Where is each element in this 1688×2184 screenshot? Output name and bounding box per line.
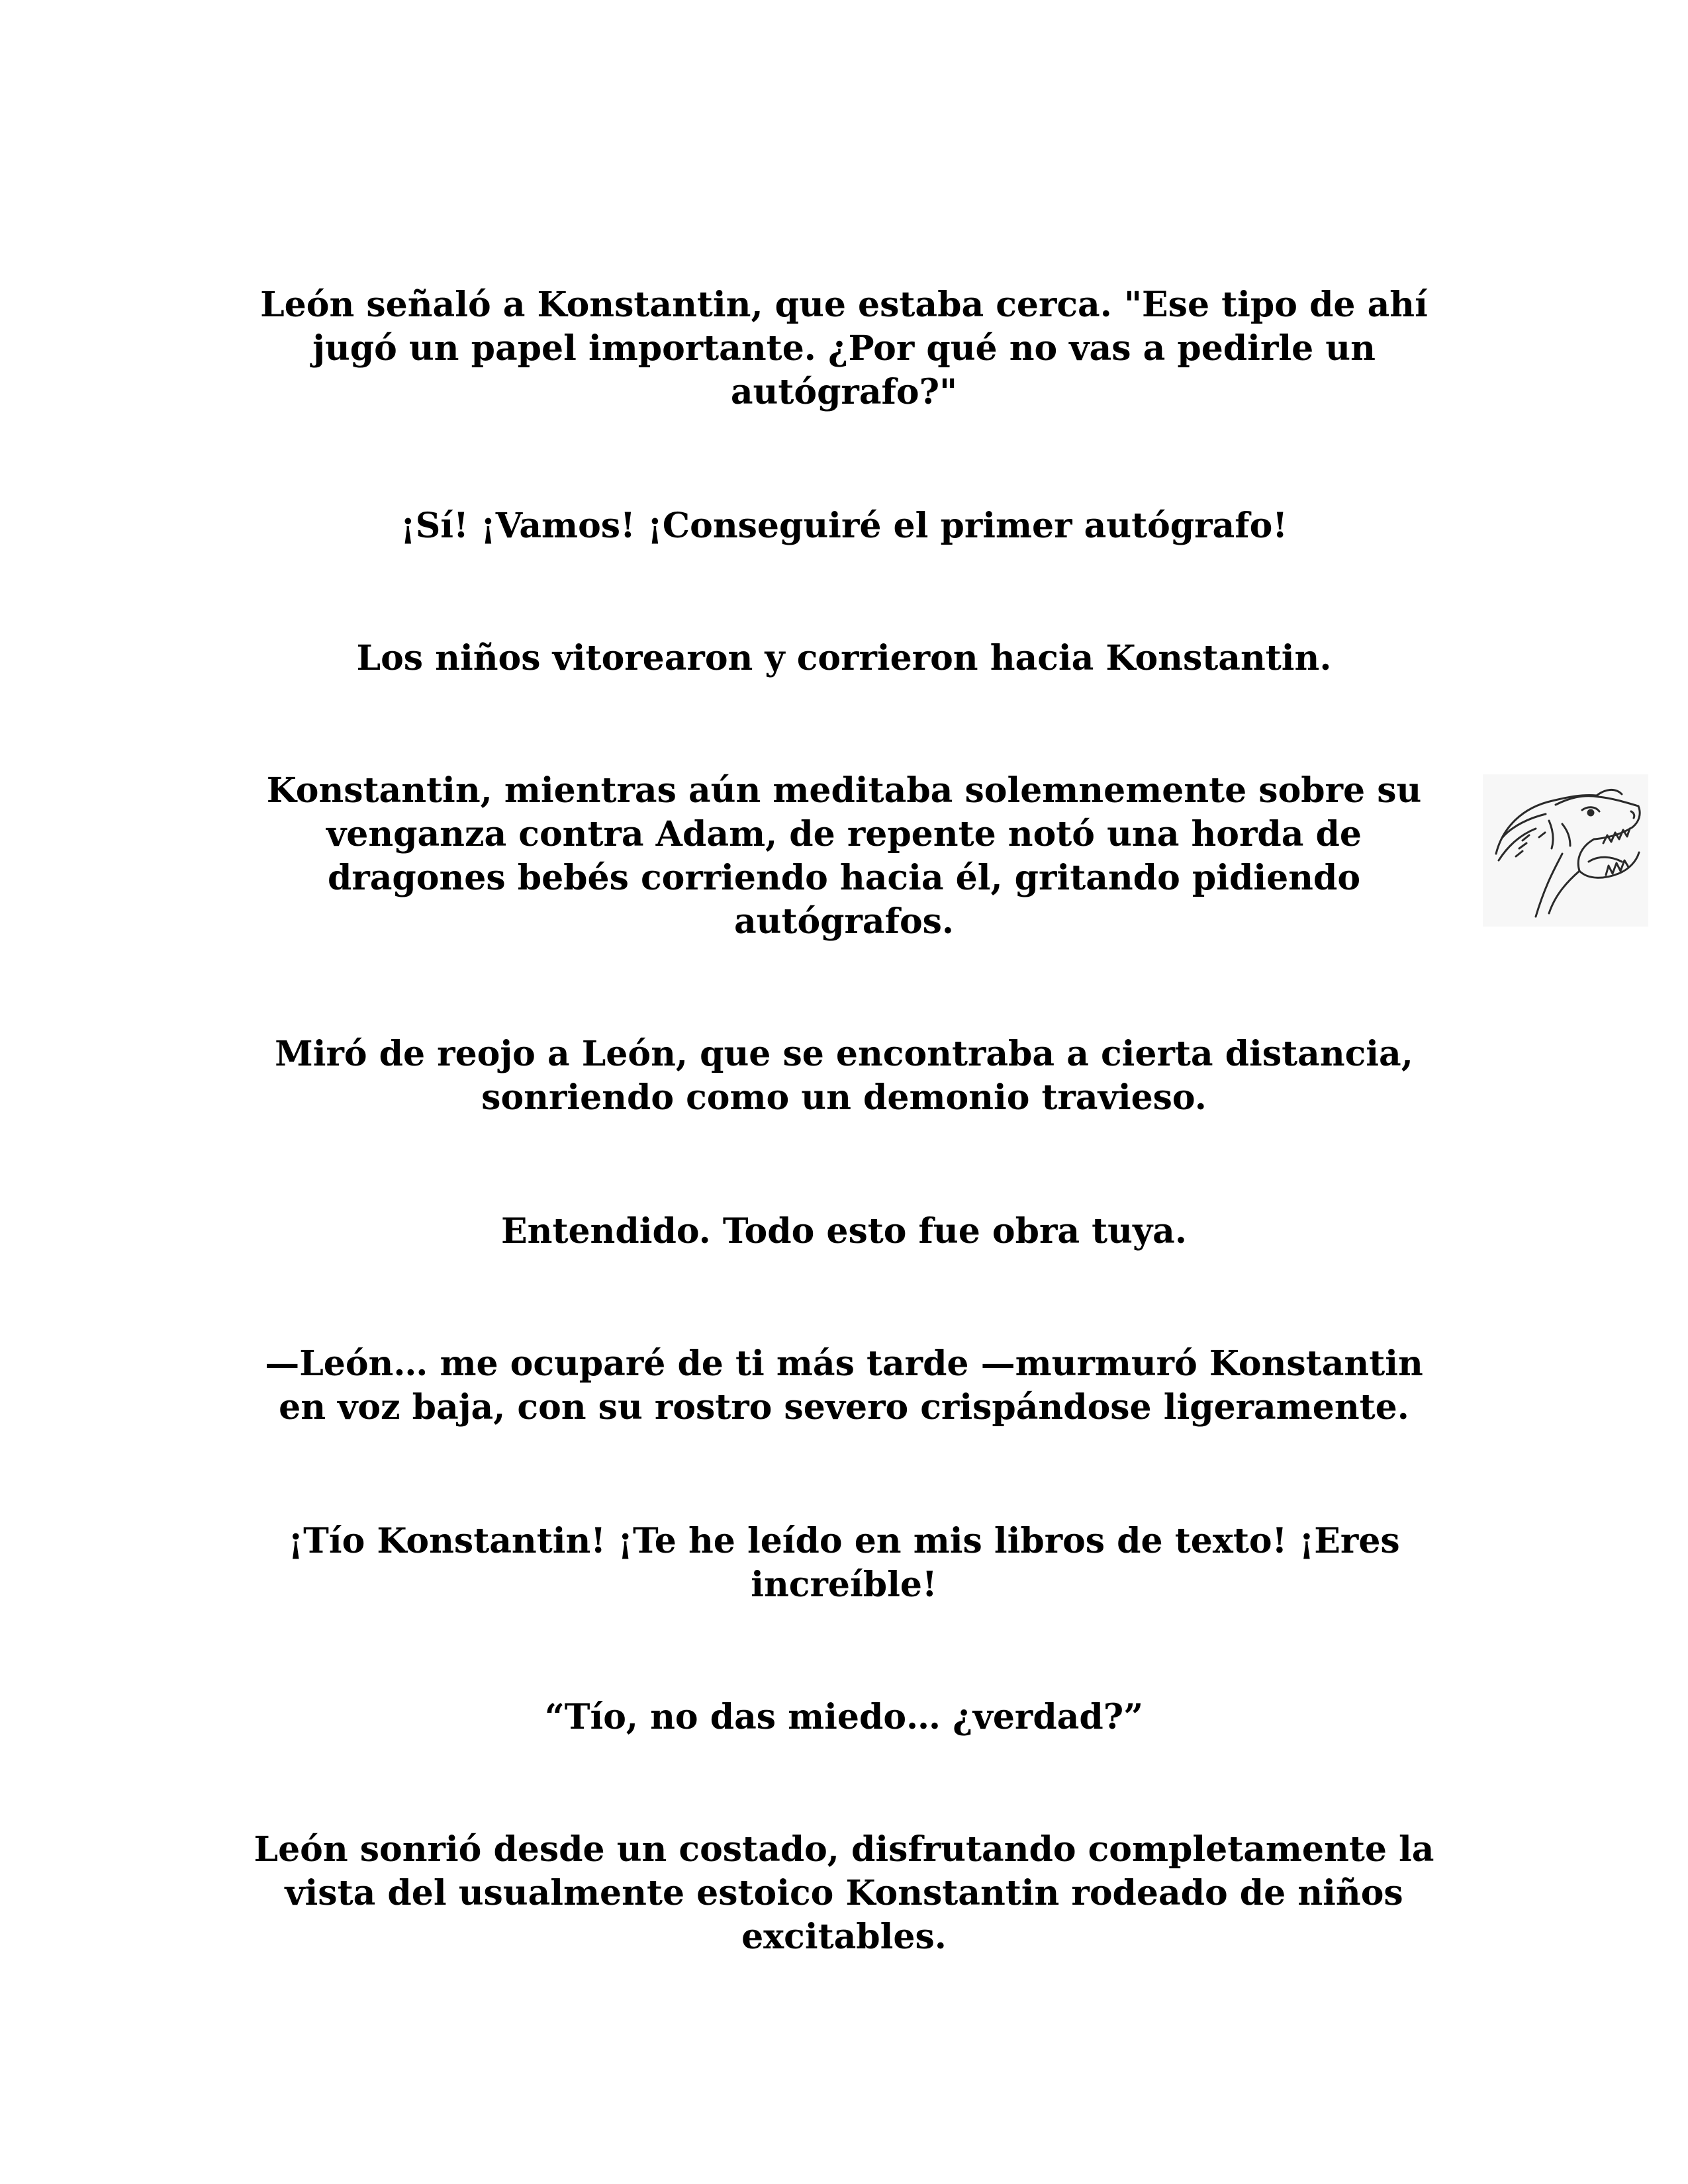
paragraph-3: Los niños vitorearon y corrieron hacia Konstantin.	[356, 638, 1332, 678]
paragraph-7: —León… me ocuparé de ti más tarde —murmuró Konstantin en voz baja, con su rostro severo crispándose ligeramente.	[265, 1343, 1423, 1428]
dragon-head-icon	[1483, 774, 1648, 927]
paragraph-9: “Tío, no das miedo… ¿verdad?”	[544, 1697, 1144, 1737]
paragraph-1: León señaló a Konstantin, que estaba cerca. "Ese tipo de ahí jugó un papel importante. ¿Por qué no vas a pedirle un autógrafo?"	[260, 285, 1428, 412]
paragraph-10: León sonrió desde un costado, disfrutando completamente la vista del usualmente estoico Konstantin rodeado de niños excitables.	[254, 1829, 1434, 1957]
paragraph-4: Konstantin, mientras aún meditaba solemnemente sobre su venganza contra Adam, de repente notó una horda de dragones bebés corriendo hacia él, gritando pidiendo autógrafos.	[266, 770, 1422, 942]
paragraph-6: Entendido. Todo esto fue obra tuya.	[501, 1211, 1187, 1251]
paragraph-5: Miró de reojo a León, que se encontraba a cierta distancia, sonriendo como un demonio travieso.	[275, 1034, 1413, 1118]
paragraph-2: ¡Sí! ¡Vamos! ¡Conseguiré el primer autógrafo!	[400, 506, 1288, 546]
paragraph-8: ¡Tío Konstantin! ¡Te he leído en mis libros de texto! ¡Eres increíble!	[288, 1521, 1400, 1605]
